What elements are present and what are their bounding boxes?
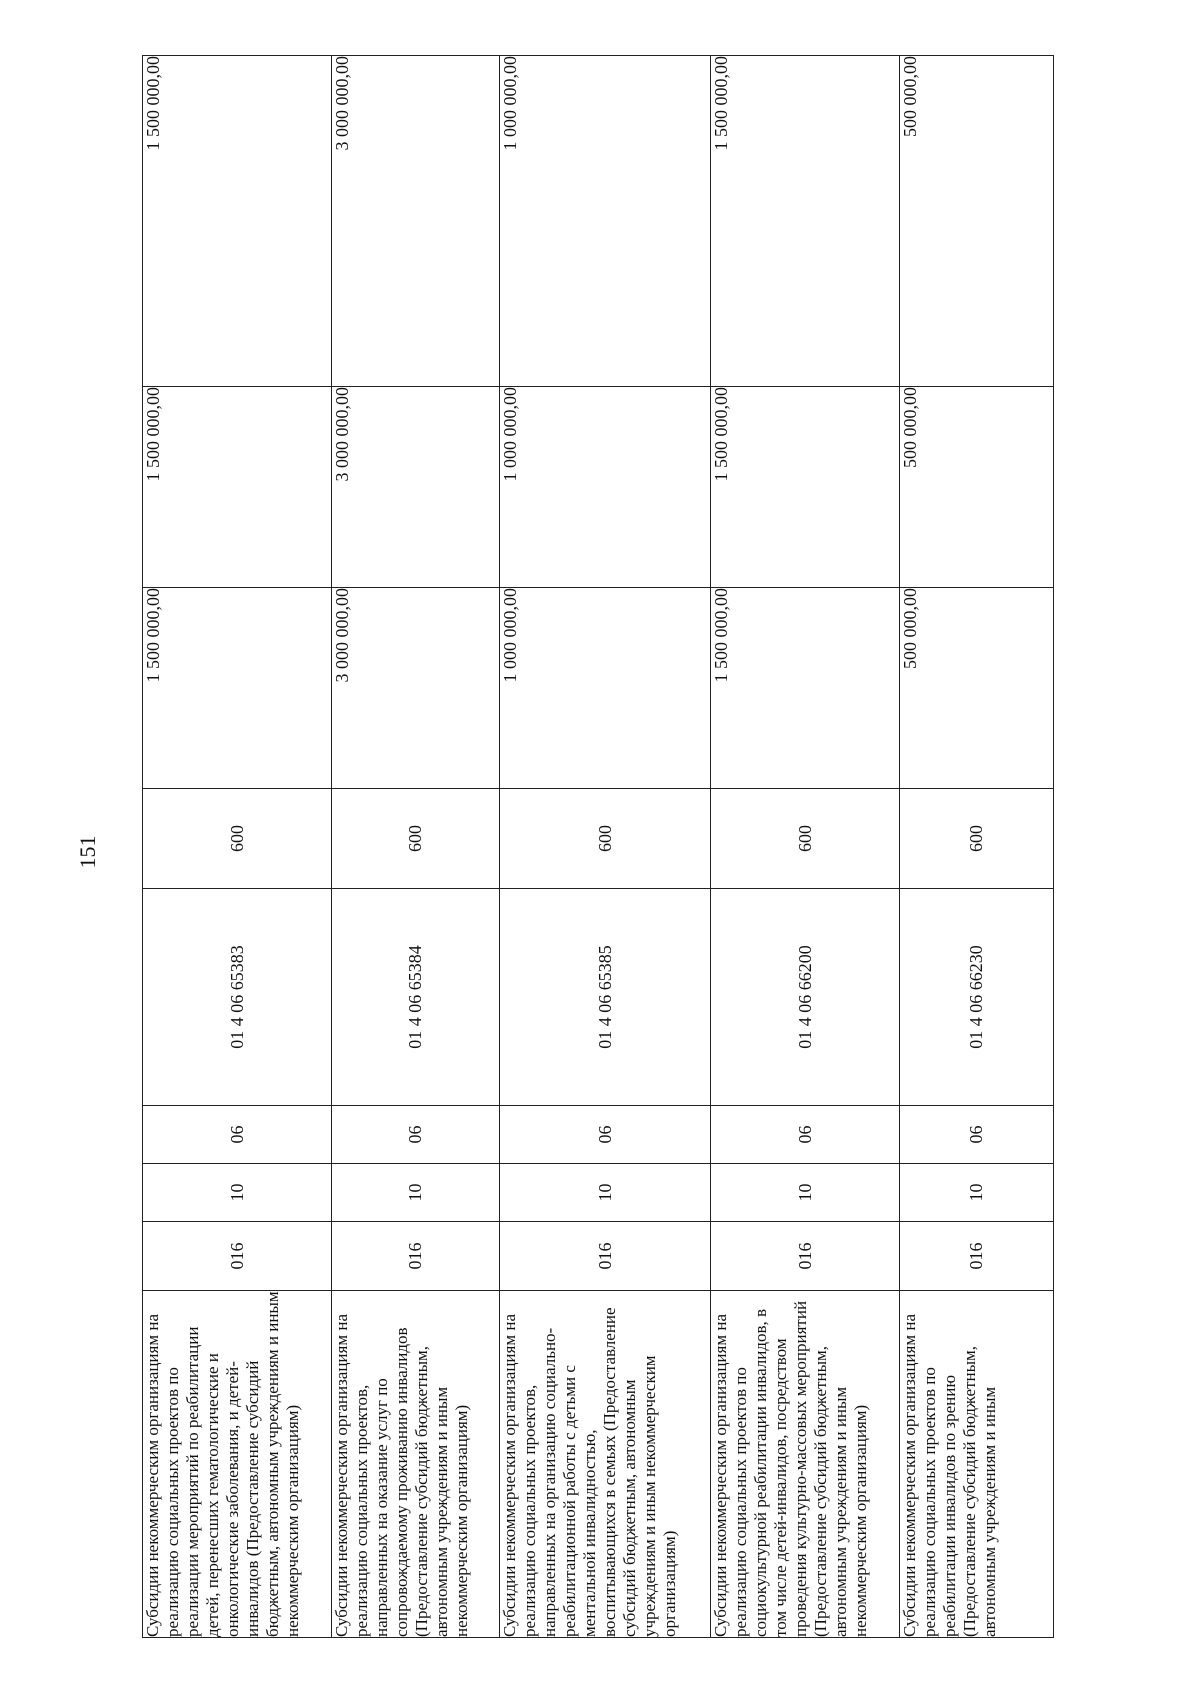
target-code: 01 4 06 66200 [711,889,900,1106]
target-code: 01 4 06 66230 [900,889,1054,1106]
admin-code: 016 [143,1222,332,1291]
amount-year-2: 500 000,00 [900,387,1054,588]
subsection-code: 06 [900,1106,1054,1164]
table-row [143,56,332,1638]
amount-year-1: 500 000,00 [900,588,1054,789]
table-row [711,56,900,1638]
target-code: 01 4 06 65383 [143,889,332,1106]
admin-code: 016 [900,1222,1054,1291]
target-code: 01 4 06 65384 [332,889,500,1106]
row-description: Субсидии некоммерческим организациям на реализацию социальных проектов по социокультурной реабилитации инвалидов, в том числе детей-инвалидов, посредством проведения культурно-массовых мероприятий (Предоставление субсидий бюджетным, автономным учреждениям и иным некоммерческим организациям) [711,1291,900,1638]
section-code: 10 [500,1164,711,1222]
amount-year-1: 1 000 000,00 [500,588,711,789]
amount-year-3: 1 000 000,00 [500,56,711,387]
budget-table [142,55,1054,1638]
rotated-table-frame [142,56,1053,1638]
section-code: 10 [900,1164,1054,1222]
expense-type-code: 600 [143,789,332,889]
amount-year-3: 500 000,00 [900,56,1054,387]
table-row [332,56,500,1638]
amount-year-2: 1 500 000,00 [143,387,332,588]
row-description: Субсидии некоммерческим организациям на реализацию социальных проектов, направленных на организацию социально-реабилитационной работы с детьми с ментальной инвалидностью, воспитывающихся в семьях (Предоставление субсидий бюджетным, автономным учреждениям и иным некоммерческим организациям) [500,1291,711,1638]
subsection-code: 06 [711,1106,900,1164]
amount-year-2: 1 000 000,00 [500,387,711,588]
section-code: 10 [711,1164,900,1222]
amount-year-2: 3 000 000,00 [332,387,500,588]
amount-year-2: 1 500 000,00 [711,387,900,588]
amount-year-1: 3 000 000,00 [332,588,500,789]
budget-table-container [142,56,1053,1638]
row-description: Субсидии некоммерческим организациям на реализацию социальных проектов по реализации мероприятий по реабилитации детей, перенесших гематологические и онкологические заболевания, и детей-инвалидов (Предоставление субсидий бюджетным, автономным учреждениям и иным некоммерческим организациям) [143,1291,332,1638]
admin-code: 016 [711,1222,900,1291]
table-row [900,56,1054,1638]
amount-year-3: 1 500 000,00 [143,56,332,387]
expense-type-code: 600 [900,789,1054,889]
table-row [500,56,711,1638]
admin-code: 016 [500,1222,711,1291]
section-code: 10 [143,1164,332,1222]
row-description: Субсидии некоммерческим организациям на реализацию социальных проектов, направленных на оказание услуг по сопровождаемому проживанию инвалидов (Предоставление субсидий бюджетным, автономным учреждениям и иным некоммерческим организациям) [332,1291,500,1638]
subsection-code: 06 [500,1106,711,1164]
page-number: 151 [75,835,100,869]
section-code: 10 [332,1164,500,1222]
row-description: Субсидии некоммерческим организациям на реализацию социальных проектов по реабилитации инвалидов по зрению (Предоставление субсидий бюджетным, автономным учреждениям и иным [900,1291,1054,1638]
expense-type-code: 600 [500,789,711,889]
amount-year-3: 3 000 000,00 [332,56,500,387]
subsection-code: 06 [332,1106,500,1164]
amount-year-1: 1 500 000,00 [711,588,900,789]
amount-year-1: 1 500 000,00 [143,588,332,789]
admin-code: 016 [332,1222,500,1291]
expense-type-code: 600 [332,789,500,889]
expense-type-code: 600 [711,789,900,889]
subsection-code: 06 [143,1106,332,1164]
target-code: 01 4 06 65385 [500,889,711,1106]
amount-year-3: 1 500 000,00 [711,56,900,387]
